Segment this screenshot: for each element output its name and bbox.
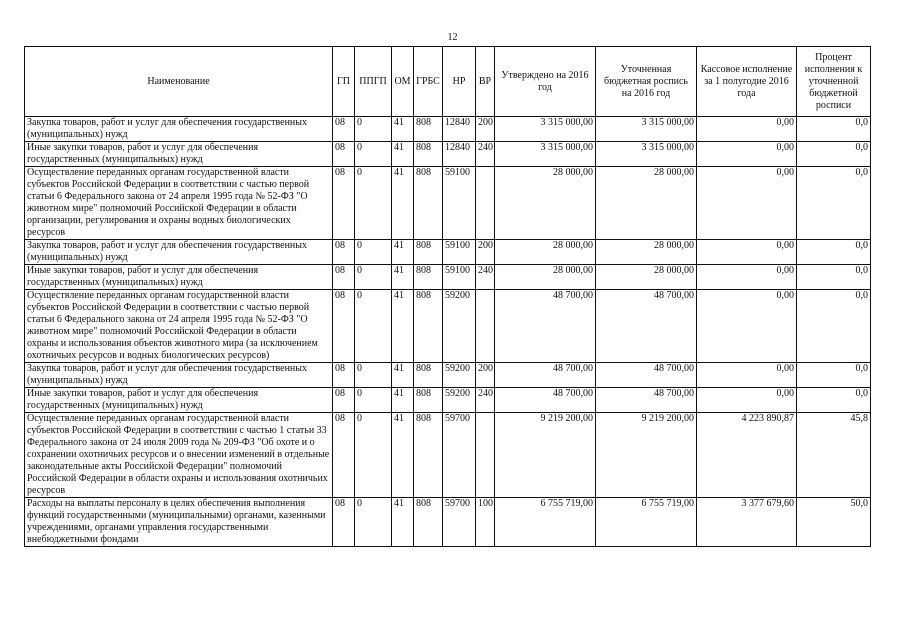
cell-approved: 6 755 719,00 (495, 498, 596, 547)
cell-cash: 3 377 679,60 (697, 498, 797, 547)
cell-vr: 240 (476, 388, 495, 413)
cell-vr: 240 (476, 265, 495, 290)
budget-table (24, 46, 871, 547)
cell-approved: 48 700,00 (495, 388, 596, 413)
cell-vr: 200 (476, 117, 495, 142)
header-ppgp: ППГП (355, 47, 392, 117)
table-row (25, 265, 871, 290)
cell-name: Иные закупки товаров, работ и услуг для обеспечения государственных (муниципальных) нужд (25, 142, 333, 167)
cell-gp: 08 (333, 413, 355, 498)
cell-name: Осуществление переданных органам государственной власти субъектов Российской Федерации в соответствии с частью 1 статьи 33 Федерального закона от 24 июля 2009 года № 209-ФЗ "Об охоте и о сохранении охотничьих ресурсов и о внесении изменений в отдельные законодательные акты Российской Федерации" полномочий Российской Федерации в области охраны и использования охотничьих ресурсов (25, 413, 333, 498)
cell-name: Расходы на выплаты персоналу в целях обеспечения выполнения функций государственными (муниципальными) органами, казенными учреждениями, органами управления государственными внебюджетными фондами (25, 498, 333, 547)
cell-grbs: 808 (414, 265, 443, 290)
cell-ppgp: 0 (355, 265, 392, 290)
cell-om: 41 (392, 167, 414, 240)
cell-name: Закупка товаров, работ и услуг для обеспечения государственных (муниципальных) нужд (25, 240, 333, 265)
cell-vr: 200 (476, 363, 495, 388)
cell-grbs: 808 (414, 167, 443, 240)
cell-name: Иные закупки товаров, работ и услуг для обеспечения государственных (муниципальных) нужд (25, 388, 333, 413)
cell-gp: 08 (333, 240, 355, 265)
cell-refined: 9 219 200,00 (596, 413, 697, 498)
cell-ppgp: 0 (355, 290, 392, 363)
cell-cash: 0,00 (697, 240, 797, 265)
cell-refined: 3 315 000,00 (596, 117, 697, 142)
cell-om: 41 (392, 240, 414, 265)
cell-ppgp: 0 (355, 498, 392, 547)
cell-percent: 0,0 (797, 388, 871, 413)
cell-ppgp: 0 (355, 117, 392, 142)
cell-np: 59100 (443, 240, 476, 265)
cell-grbs: 808 (414, 413, 443, 498)
cell-om: 41 (392, 117, 414, 142)
cell-gp: 08 (333, 498, 355, 547)
cell-percent: 0,0 (797, 363, 871, 388)
cell-grbs: 808 (414, 142, 443, 167)
cell-percent: 0,0 (797, 167, 871, 240)
cell-om: 41 (392, 413, 414, 498)
table-row (25, 290, 871, 363)
cell-om: 41 (392, 363, 414, 388)
cell-grbs: 808 (414, 240, 443, 265)
cell-refined: 48 700,00 (596, 290, 697, 363)
cell-gp: 08 (333, 117, 355, 142)
cell-refined: 48 700,00 (596, 363, 697, 388)
cell-grbs: 808 (414, 290, 443, 363)
cell-ppgp: 0 (355, 240, 392, 265)
cell-cash: 0,00 (697, 290, 797, 363)
cell-gp: 08 (333, 388, 355, 413)
cell-ppgp: 0 (355, 363, 392, 388)
table-row (25, 240, 871, 265)
table-row (25, 413, 871, 498)
cell-om: 41 (392, 290, 414, 363)
table-row (25, 388, 871, 413)
cell-percent: 45,8 (797, 413, 871, 498)
cell-ppgp: 0 (355, 413, 392, 498)
cell-np: 59200 (443, 363, 476, 388)
cell-vr (476, 290, 495, 363)
cell-cash: 0,00 (697, 388, 797, 413)
cell-gp: 08 (333, 167, 355, 240)
cell-om: 41 (392, 388, 414, 413)
header-np: НР (443, 47, 476, 117)
cell-cash: 0,00 (697, 142, 797, 167)
cell-np: 59700 (443, 498, 476, 547)
cell-grbs: 808 (414, 363, 443, 388)
cell-vr: 200 (476, 240, 495, 265)
cell-refined: 6 755 719,00 (596, 498, 697, 547)
cell-percent: 0,0 (797, 142, 871, 167)
cell-cash: 0,00 (697, 117, 797, 142)
cell-cash: 0,00 (697, 363, 797, 388)
cell-name: Осуществление переданных органам государственной власти субъектов Российской Федерации в соответствии с частью первой статьи 6 Федерального закона от 24 апреля 1995 года № 52-ФЗ "О животном мире" полномочий Российской Федерации в области организации, регулирования и охраны водных биологических ресурсов (25, 167, 333, 240)
cell-percent: 0,0 (797, 265, 871, 290)
cell-approved: 48 700,00 (495, 290, 596, 363)
cell-approved: 3 315 000,00 (495, 142, 596, 167)
cell-approved: 48 700,00 (495, 363, 596, 388)
header-approved: Утверждено на 2016 год (495, 47, 596, 117)
header-cash: Кассовое исполнение за 1 полугодие 2016 года (697, 47, 797, 117)
cell-np: 12840 (443, 142, 476, 167)
header-refined: Уточненная бюджетная роспись на 2016 год (596, 47, 697, 117)
cell-approved: 3 315 000,00 (495, 117, 596, 142)
cell-name: Осуществление переданных органам государственной власти субъектов Российской Федерации в соответствии с частью первой статьи 6 Федерального закона от 24 апреля 1995 года № 52-ФЗ "О животном мире" полномочий Российской Федерации в области охраны и использования объектов животного мира (за исключением охотничьих ресурсов и водных биологических ресурсов) (25, 290, 333, 363)
cell-refined: 48 700,00 (596, 388, 697, 413)
cell-approved: 28 000,00 (495, 265, 596, 290)
cell-ppgp: 0 (355, 142, 392, 167)
cell-approved: 28 000,00 (495, 167, 596, 240)
cell-om: 41 (392, 498, 414, 547)
cell-vr (476, 167, 495, 240)
cell-np: 59100 (443, 265, 476, 290)
cell-vr: 240 (476, 142, 495, 167)
cell-gp: 08 (333, 363, 355, 388)
cell-refined: 28 000,00 (596, 265, 697, 290)
cell-percent: 50,0 (797, 498, 871, 547)
cell-percent: 0,0 (797, 290, 871, 363)
cell-gp: 08 (333, 290, 355, 363)
cell-gp: 08 (333, 142, 355, 167)
cell-grbs: 808 (414, 388, 443, 413)
cell-grbs: 808 (414, 117, 443, 142)
cell-ppgp: 0 (355, 167, 392, 240)
cell-ppgp: 0 (355, 388, 392, 413)
cell-vr: 100 (476, 498, 495, 547)
header-name: Наименование (25, 47, 333, 117)
header-percent: Процент исполнения к уточненной бюджетной росписи (797, 47, 871, 117)
cell-grbs: 808 (414, 498, 443, 547)
header-om: ОМ (392, 47, 414, 117)
cell-percent: 0,0 (797, 240, 871, 265)
cell-om: 41 (392, 142, 414, 167)
cell-vr (476, 413, 495, 498)
table-row (25, 142, 871, 167)
cell-np: 59700 (443, 413, 476, 498)
cell-cash: 4 223 890,87 (697, 413, 797, 498)
cell-np: 59100 (443, 167, 476, 240)
cell-percent: 0,0 (797, 117, 871, 142)
table-row (25, 167, 871, 240)
cell-refined: 3 315 000,00 (596, 142, 697, 167)
cell-approved: 9 219 200,00 (495, 413, 596, 498)
cell-name: Иные закупки товаров, работ и услуг для обеспечения государственных (муниципальных) нужд (25, 265, 333, 290)
page-number: 12 (447, 32, 458, 43)
header-vr: ВР (476, 47, 495, 117)
header-gp: ГП (333, 47, 355, 117)
table-row (25, 498, 871, 547)
cell-om: 41 (392, 265, 414, 290)
cell-np: 12840 (443, 117, 476, 142)
cell-cash: 0,00 (697, 265, 797, 290)
header-row (25, 47, 871, 117)
cell-np: 59200 (443, 388, 476, 413)
cell-name: Закупка товаров, работ и услуг для обеспечения государственных (муниципальных) нужд (25, 117, 333, 142)
cell-name: Закупка товаров, работ и услуг для обеспечения государственных (муниципальных) нужд (25, 363, 333, 388)
cell-refined: 28 000,00 (596, 240, 697, 265)
cell-refined: 28 000,00 (596, 167, 697, 240)
table-row (25, 363, 871, 388)
header-grbs: ГРБС (414, 47, 443, 117)
cell-gp: 08 (333, 265, 355, 290)
cell-cash: 0,00 (697, 167, 797, 240)
table-row (25, 117, 871, 142)
cell-np: 59200 (443, 290, 476, 363)
cell-approved: 28 000,00 (495, 240, 596, 265)
